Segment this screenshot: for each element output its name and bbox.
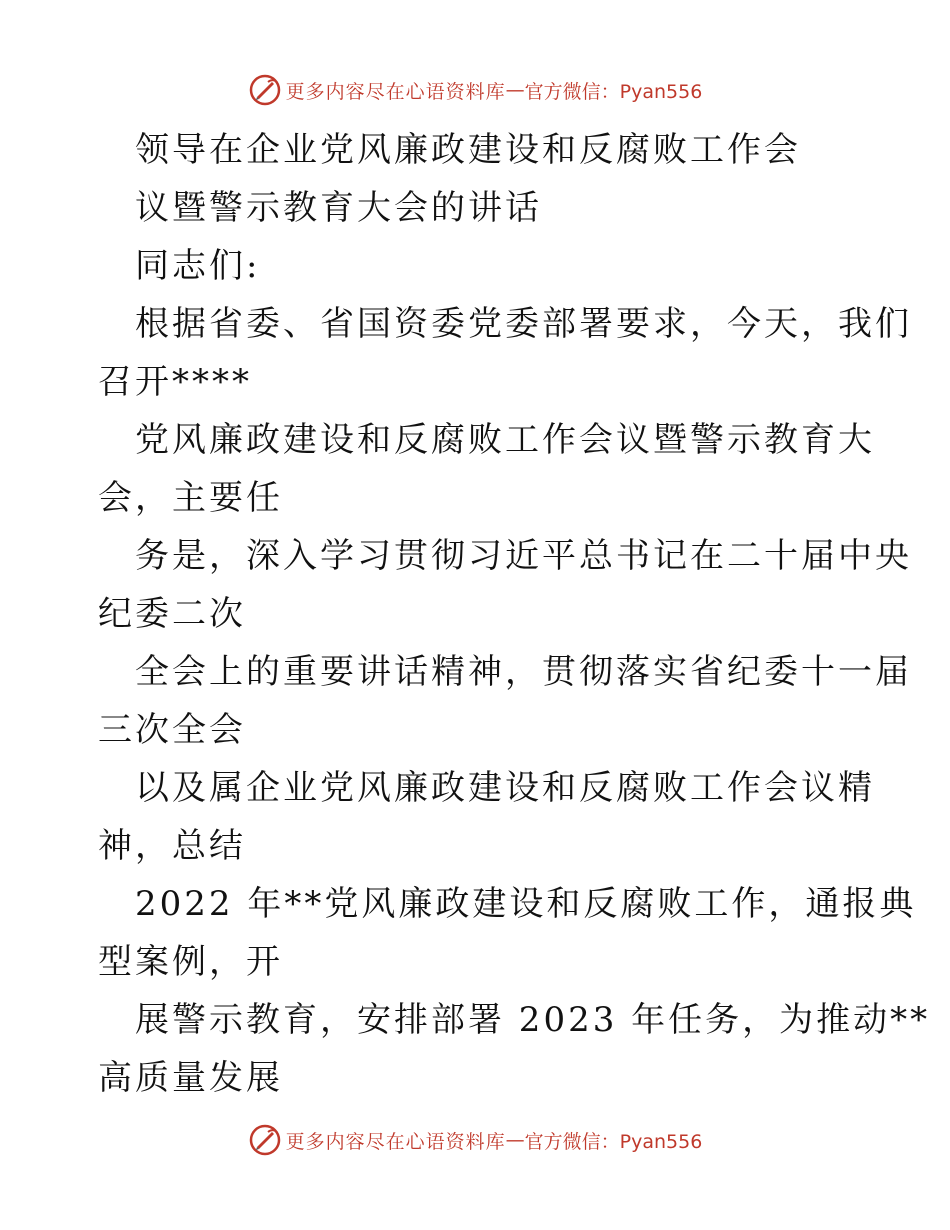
text-line: 根据省委、省国资委党委部署要求，今天，我们 bbox=[135, 304, 912, 344]
text-line: 三次全会 bbox=[98, 710, 246, 750]
banner-separator: — bbox=[505, 79, 525, 101]
quill-logo-icon bbox=[248, 1123, 282, 1157]
banner-wechat: 官方微信：Pyan556 bbox=[524, 80, 703, 103]
text-line: 务是，深入学习贯彻习近平总书记在二十届中央 bbox=[135, 536, 912, 576]
document-body bbox=[98, 121, 931, 1107]
document-title-line-1: 领导在企业党风廉政建设和反腐败工作会 bbox=[135, 130, 801, 170]
text-line: 2022 年**党风廉政建设和反腐败工作，通报典 bbox=[135, 884, 917, 924]
quill-logo-icon bbox=[248, 73, 282, 107]
paragraph-lines bbox=[98, 295, 931, 1107]
footer-banner bbox=[0, 1120, 950, 1160]
text-line: 全会上的重要讲话精神，贯彻落实省纪委十一届 bbox=[135, 652, 912, 692]
text-line: 以及属企业党风廉政建设和反腐败工作会议精 bbox=[135, 768, 875, 808]
header-banner bbox=[0, 70, 950, 110]
salutation: 同志们: bbox=[135, 246, 261, 286]
document-title-line-2: 议暨警示教育大会的讲话 bbox=[135, 188, 542, 228]
text-line: 高质量发展 bbox=[98, 1058, 283, 1098]
text-line: 展警示教育，安排部署 2023 年任务，为推动** bbox=[135, 1000, 931, 1040]
text-line: 纪委二次 bbox=[98, 594, 246, 634]
banner-separator: — bbox=[505, 1129, 525, 1151]
text-line: 神，总结 bbox=[98, 826, 246, 866]
banner-brand: 更多内容尽在心语资料库 bbox=[285, 1130, 506, 1153]
text-line: 召开**** bbox=[98, 362, 252, 402]
banner-brand: 更多内容尽在心语资料库 bbox=[285, 80, 506, 103]
text-line: 党风廉政建设和反腐败工作会议暨警示教育大 bbox=[135, 420, 875, 460]
banner-wechat: 官方微信：Pyan556 bbox=[524, 1130, 703, 1153]
text-line: 会，主要任 bbox=[98, 478, 283, 518]
text-line: 型案例，开 bbox=[98, 942, 283, 982]
